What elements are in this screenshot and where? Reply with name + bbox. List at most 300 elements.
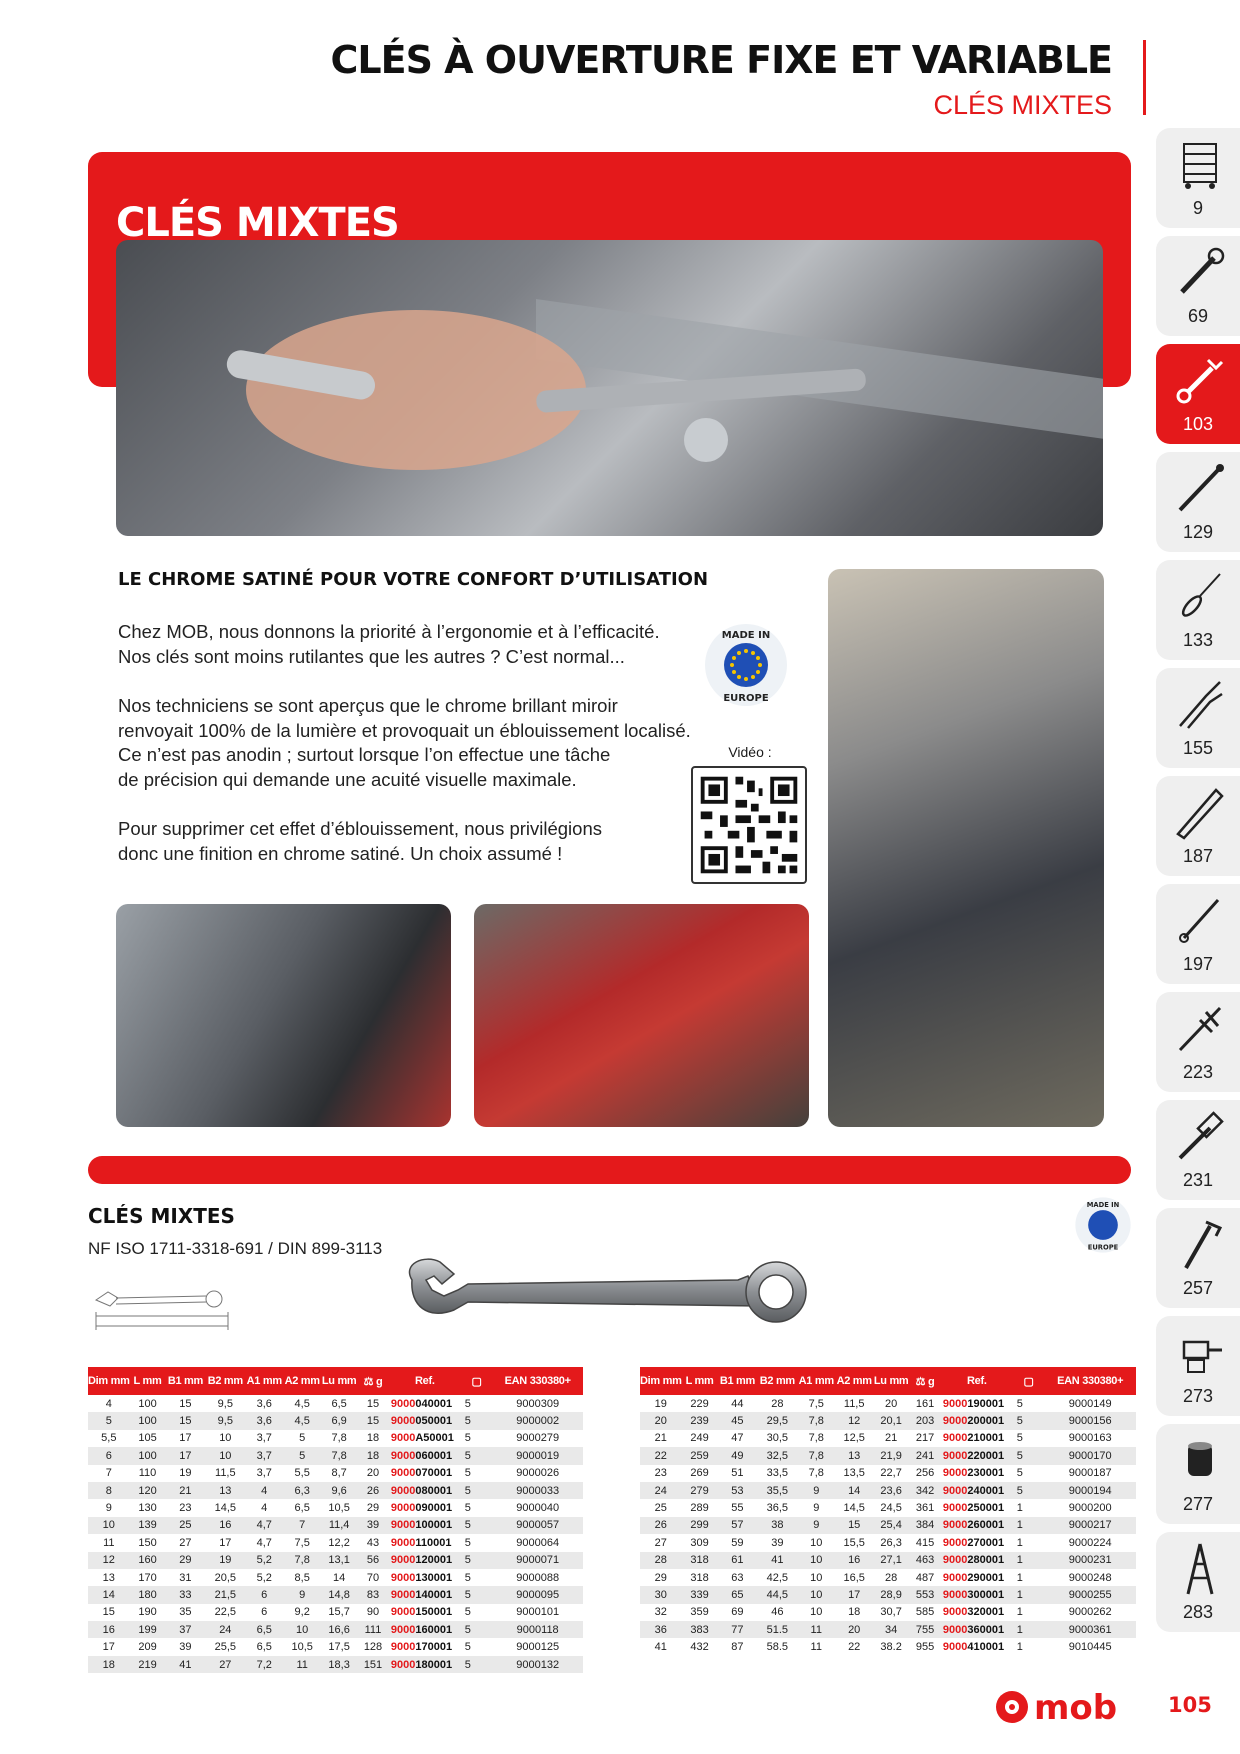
packaging-cell: 1 [1013,1621,1045,1638]
table-cell: 15 [165,1412,205,1429]
tab-number: 129 [1182,522,1214,542]
ref-prefix: 9000 [942,1554,968,1567]
ref-cell [941,1499,1013,1516]
table-row [640,1517,1136,1534]
table-cell: 105 [138,1432,157,1445]
table-cell: 18,3 [321,1656,357,1673]
ean-cell: 9000255 [1044,1586,1136,1603]
table-cell: 39 [357,1517,389,1534]
table-cell: 3,7 [245,1447,283,1464]
ref-cell [389,1656,461,1673]
weight-icon: ⚖ [363,1375,374,1388]
table-cell: 7,8 [797,1447,835,1464]
table-cell: 7,8 [321,1447,357,1464]
video-qr-code[interactable] [691,766,807,884]
hero-title: CLÉS MIXTES [116,200,399,246]
table-cell: 30,5 [766,1432,789,1445]
table-cell: 25,4 [873,1517,909,1534]
table-cell: 151 [357,1656,389,1673]
table-row [640,1621,1136,1638]
table-cell: 29 [654,1571,667,1584]
ref-cell [389,1430,461,1447]
ref-prefix: 9000 [390,1484,416,1497]
table-cell: 239 [682,1412,718,1429]
table-cell: 59 [731,1536,744,1549]
table-cell: 415 [915,1536,935,1549]
ean-cell: 9000170 [1044,1447,1136,1464]
tab-155[interactable] [1156,668,1240,768]
packaging-cell: 5 [464,1571,471,1584]
tab-129[interactable] [1156,452,1240,552]
table-cell: 36 [640,1621,682,1638]
table-cell: 69 [731,1606,744,1619]
file-icon [1170,890,1230,950]
table-cell: 18 [88,1656,130,1673]
table-cell: 23,6 [873,1482,909,1499]
ean-cell: 9000231 [1044,1552,1136,1569]
table-cell: 37 [165,1621,205,1638]
table-row [640,1499,1136,1516]
table-cell: 3,6 [256,1397,272,1410]
table-cell: 249 [690,1432,709,1445]
table-cell: 170 [138,1571,157,1584]
table-row [88,1552,583,1569]
table-cell: 16 [88,1621,130,1638]
table-cell: 110 [138,1467,157,1480]
table-cell: 56 [357,1552,389,1569]
packaging-cell: 5 [461,1586,493,1603]
ref-cell [389,1552,461,1569]
packaging-cell: 5 [1013,1482,1045,1499]
table-cell: 22,7 [880,1467,902,1480]
table-cell: 35,5 [757,1482,797,1499]
table-cell: 51 [731,1467,744,1480]
tool-cabinet-icon [1170,134,1230,194]
table-cell: 24 [205,1621,245,1638]
hammer-icon [1170,1106,1230,1166]
table-cell: 20,1 [873,1412,909,1429]
table-cell: 58.5 [766,1641,789,1654]
col-b2: B2 mm [205,1367,245,1395]
table-cell: 41 [757,1552,797,1569]
table-cell: 5 [88,1412,130,1429]
svg-text:mob: mob [1034,1688,1118,1728]
col-a2: A2 mm [283,1367,321,1395]
ean-cell: 9000361 [1044,1621,1136,1638]
ref-prefix: 9000 [942,1536,968,1549]
tab-231[interactable] [1156,1100,1240,1200]
ean-cell: 9000187 [1068,1467,1112,1480]
col-a1: A1 mm [245,1367,283,1395]
ratchet-icon [1170,242,1230,302]
table-cell: 359 [690,1606,709,1619]
table-cell: 31 [179,1571,192,1584]
table-cell: 11 [103,1536,115,1549]
ref-suffix: 200001 [967,1415,1005,1428]
table-cell: 65 [717,1586,757,1603]
table-cell: 41 [165,1656,205,1673]
table-cell: 318 [690,1571,709,1584]
ref-suffix: 070001 [415,1467,453,1480]
table-cell: 120 [130,1482,166,1499]
col-dim: Dim mm [88,1367,130,1395]
tab-number: 155 [1182,738,1214,758]
packaging-cell: 5 [464,1397,471,1410]
table-cell: 23 [179,1502,192,1515]
ref-suffix: 230001 [967,1467,1005,1480]
table-cell: 17 [835,1586,873,1603]
table-cell: 42,5 [766,1571,789,1584]
tab-103[interactable] [1156,344,1240,444]
table-row [640,1638,1136,1655]
ref-prefix: 9000 [390,1415,416,1428]
table-cell: 6 [261,1606,268,1619]
tab-9[interactable] [1156,128,1240,228]
table-cell: 14 [88,1586,130,1603]
table-row [640,1412,1136,1429]
ref-prefix: 9000 [942,1606,968,1619]
ref-cell [389,1621,461,1638]
table-cell: 46 [771,1606,784,1619]
table-cell: 10 [810,1606,823,1619]
table-cell: 289 [690,1502,709,1515]
table-cell: 29 [366,1502,380,1515]
table-cell: 384 [909,1517,941,1534]
ref-cell [389,1586,461,1603]
table-cell: 5,5 [294,1467,310,1480]
table-cell: 10,5 [291,1641,313,1654]
table-cell: 36,5 [766,1502,789,1515]
ref-prefix: 9000 [390,1658,416,1671]
table-cell: 11,5 [215,1467,236,1480]
table-cell: 15,7 [328,1606,350,1619]
table-cell: 7,8 [283,1552,321,1569]
packaging-cell: 5 [1016,1432,1023,1445]
table-cell: 83 [357,1586,389,1603]
table-cell: 3,6 [245,1412,283,1429]
col-l: L mm [682,1367,718,1395]
ref-prefix: 9000 [942,1397,968,1410]
ref-suffix: 320001 [967,1606,1005,1619]
table-cell: 13,1 [321,1552,357,1569]
table-cell: 20 [885,1397,898,1410]
table-cell: 53 [717,1482,757,1499]
ref-suffix: 170001 [415,1641,453,1654]
made-in-europe-badge [703,622,789,708]
table-cell: 7 [283,1517,321,1534]
table-cell: 19 [179,1467,192,1480]
product-table-right [640,1367,1136,1656]
stepladder-icon [1170,1538,1230,1598]
table-cell: 6,9 [321,1412,357,1429]
ref-cell [389,1517,461,1534]
ref-prefix: 9000 [390,1519,416,1532]
table-cell: 241 [909,1447,941,1464]
ref-cell [941,1482,1013,1499]
packaging-cell: 5 [461,1621,493,1638]
torque-wrench-icon [1170,458,1230,518]
table-cell: 6,5 [245,1621,283,1638]
table-row [640,1534,1136,1551]
table-cell: 14,5 [843,1502,865,1515]
table-cell: 15 [357,1412,389,1429]
combination-wrench-product-image [398,1250,818,1334]
table-cell: 180 [130,1586,166,1603]
table-cell: 44,5 [757,1586,797,1603]
ref-suffix: 280001 [967,1554,1005,1567]
table-cell: 12,2 [328,1536,350,1549]
col-lu: Lu mm [321,1367,357,1395]
table-cell: 11 [810,1641,822,1654]
packaging-cell: 5 [461,1656,493,1673]
table-cell: 90 [366,1606,380,1619]
ref-prefix: 9000 [942,1484,968,1497]
pipe-wrench-icon [1170,1214,1230,1274]
ref-cell [941,1412,1013,1429]
packaging-cell: 1 [1016,1536,1023,1549]
table-cell: 8,5 [294,1571,310,1584]
table-cell: 17 [102,1641,115,1654]
table-cell: 21,5 [205,1586,245,1603]
table-cell: 10 [810,1536,823,1549]
table-cell: 38.2 [880,1641,902,1654]
ref-prefix: 9000 [390,1467,416,1480]
table-cell: 279 [682,1482,718,1499]
table-cell: 8 [88,1482,130,1499]
packaging-cell: 5 [461,1552,493,1569]
table-cell: 38 [757,1517,797,1534]
table-cell: 299 [682,1517,718,1534]
table-cell: 63 [731,1571,744,1584]
table-cell: 7,8 [797,1412,835,1429]
workshop-photo-left [116,904,451,1127]
ref-prefix: 9000 [390,1571,416,1584]
table-cell: 77 [717,1621,757,1638]
table-cell: 160 [130,1552,166,1569]
ean-cell: 9000200 [1068,1502,1112,1515]
packaging-cell: 1 [1016,1571,1023,1584]
made-in-europe-small-badge [1074,1196,1132,1254]
tab-69[interactable] [1156,236,1240,336]
table-cell: 30 [640,1586,682,1603]
table-row [88,1395,583,1412]
packaging-cell: 5 [1016,1467,1023,1480]
table-cell: 23 [654,1467,667,1480]
table-cell: 139 [130,1517,166,1534]
table-cell: 14 [835,1482,873,1499]
table-cell: 318 [682,1552,718,1569]
ref-prefix: 9000 [390,1588,416,1601]
table-cell: 4,5 [294,1397,310,1410]
table-cell: 45 [717,1412,757,1429]
feature-heading: LE CHROME SATINÉ POUR VOTRE CONFORT D’UTILISATION [118,569,709,590]
table-row [88,1499,583,1516]
table-cell: 10 [797,1586,835,1603]
ean-cell: 9000163 [1068,1432,1112,1445]
packaging-cell: 5 [464,1502,471,1515]
svg-text:MADE IN: MADE IN [721,630,771,641]
table-cell: 4,7 [256,1536,272,1549]
ref-suffix: 240001 [967,1484,1005,1497]
workshop-photo-middle [474,904,809,1127]
table-cell: 463 [909,1552,941,1569]
table-row [640,1430,1136,1447]
table-cell: 43 [366,1536,380,1549]
ref-suffix: 060001 [415,1449,453,1462]
table-cell: 5 [283,1447,321,1464]
table-cell: 28 [640,1552,682,1569]
ref-suffix: 090001 [415,1502,453,1515]
table-cell: 14 [333,1571,346,1584]
tab-number: 69 [1187,306,1209,326]
packaging-cell: 5 [461,1482,493,1499]
ref-suffix: 190001 [967,1397,1005,1410]
ref-suffix: 160001 [415,1623,453,1636]
packaging-cell: 1 [1013,1517,1045,1534]
table-cell: 9,6 [321,1482,357,1499]
ref-prefix: 9000 [390,1502,416,1515]
ref-prefix: 9000 [942,1432,968,1445]
table-cell: 10 [205,1447,245,1464]
ref-suffix: 270001 [967,1536,1005,1549]
ref-suffix: 410001 [967,1641,1005,1654]
header-divider [1143,40,1146,115]
box-icon: ▢ [471,1375,482,1388]
ean-cell: 9000309 [516,1397,560,1410]
table-cell: 22 [848,1641,861,1654]
table-cell: 553 [909,1586,941,1603]
ean-cell: 9000156 [1044,1412,1136,1429]
col-ean: EAN 330380+ [492,1367,583,1395]
table-row [88,1412,583,1429]
tab-number: 257 [1182,1278,1214,1298]
tab-273[interactable] [1156,1316,1240,1416]
feature-paragraph-1: Chez MOB, nous donnons la priorité à l’ergonomie et à l’efficacité. Nos clés sont moins rutilantes que les autres ? C’est normal... [118,621,660,667]
ean-cell: 9000026 [516,1467,560,1480]
vise-icon [1170,1322,1230,1382]
ean-cell: 9000040 [516,1502,560,1515]
table-cell: 13,5 [843,1467,865,1480]
table-row [88,1465,583,1482]
table-cell: 61 [717,1552,757,1569]
ean-cell: 9000101 [516,1606,560,1619]
table-cell: 128 [363,1641,383,1654]
table-cell: 259 [682,1447,718,1464]
ref-prefix: 9000 [942,1502,968,1515]
svg-text:EUROPE: EUROPE [723,693,769,704]
table-cell: 309 [690,1536,709,1549]
table-cell: 4,5 [283,1412,321,1429]
table-cell: 487 [915,1571,935,1584]
table-cell: 11 [283,1656,321,1673]
table-row [640,1604,1136,1621]
col-b1: B1 mm [165,1367,205,1395]
table-row [88,1534,583,1551]
tab-257[interactable] [1156,1208,1240,1308]
table-cell: 161 [915,1397,935,1410]
tab-187[interactable] [1156,776,1240,876]
table-cell: 22 [640,1447,682,1464]
table-cell: 18 [366,1432,380,1445]
ref-prefix: 9000 [390,1432,416,1445]
ref-prefix: 9000 [390,1623,416,1636]
ref-suffix: 360001 [967,1623,1005,1636]
tab-197[interactable] [1156,884,1240,984]
ref-cell [941,1638,1013,1655]
table-row [640,1552,1136,1569]
tab-283[interactable] [1156,1532,1240,1632]
table-cell: 6,5 [256,1641,272,1654]
ean-cell: 9000132 [492,1656,583,1673]
tab-number: 133 [1182,630,1214,650]
table-cell: 28 [885,1571,898,1584]
table-cell: 150 [138,1536,157,1549]
table-cell: 12 [835,1412,873,1429]
svg-text:EUROPE: EUROPE [1087,1243,1119,1252]
table-cell: 7,8 [808,1432,824,1445]
table-cell: 4,7 [245,1517,283,1534]
feature-paragraph-2: Nos techniciens se sont aperçus que le chrome brillant miroir renvoyait 100% de la lumière et provoquait un éblouissement localisé. Ce n’est pas anodin ; surtout lorsque l’on effectue une tâche de précision qui demande une acuité visuelle maximale. [118,695,691,790]
wrench-technical-drawing [88,1276,238,1338]
ref-cell [941,1604,1013,1621]
table-cell: 9 [797,1517,835,1534]
table-cell: 12 [88,1552,130,1569]
table-row [640,1482,1136,1499]
ean-cell: 9000088 [516,1571,560,1584]
tab-223[interactable] [1156,992,1240,1092]
table-cell: 18 [848,1606,861,1619]
table-cell: 9,2 [294,1606,310,1619]
table-cell: 29,5 [757,1412,797,1429]
ref-suffix: 300001 [967,1588,1005,1601]
packaging-cell: 5 [1013,1447,1045,1464]
table-cell: 15 [835,1517,873,1534]
table-cell: 7,8 [331,1432,347,1445]
table-cell: 8,7 [331,1467,347,1480]
ref-suffix: 100001 [415,1519,453,1532]
table-cell: 5 [299,1432,306,1445]
ean-cell: 9000224 [1068,1536,1112,1549]
table-cell: 11,5 [843,1397,865,1410]
table-cell: 15 [102,1606,115,1619]
ref-cell [941,1447,1013,1464]
table-cell: 57 [717,1517,757,1534]
workshop-photo-right [828,569,1104,1127]
tab-277[interactable] [1156,1424,1240,1524]
tab-133[interactable] [1156,560,1240,660]
table-cell: 15 [179,1397,192,1410]
table-cell: 28 [771,1397,784,1410]
table-cell: 9,5 [205,1412,245,1429]
table-row [88,1430,583,1447]
table-cell: 190 [138,1606,157,1619]
table-cell: 17,5 [328,1641,350,1654]
table-cell: 6,5 [294,1502,310,1515]
table-cell: 13 [102,1571,115,1584]
ref-prefix: 9000 [942,1588,968,1601]
packaging-cell: 5 [1013,1412,1045,1429]
table-cell: 41 [654,1641,667,1654]
packaging-cell: 1 [1013,1586,1045,1603]
feature-paragraph-3: Pour supprimer cet effet d’éblouissement, nous privilégions donc une finition en chrome satiné. Un choix assumé ! [118,818,602,864]
ref-cell [941,1534,1013,1551]
table-cell: 14,8 [321,1586,357,1603]
packaging-cell: 5 [464,1536,471,1549]
packaging-cell: 5 [464,1467,471,1480]
table-cell: 17 [219,1536,232,1549]
ref-cell [389,1447,461,1464]
table-cell: 585 [915,1606,935,1619]
